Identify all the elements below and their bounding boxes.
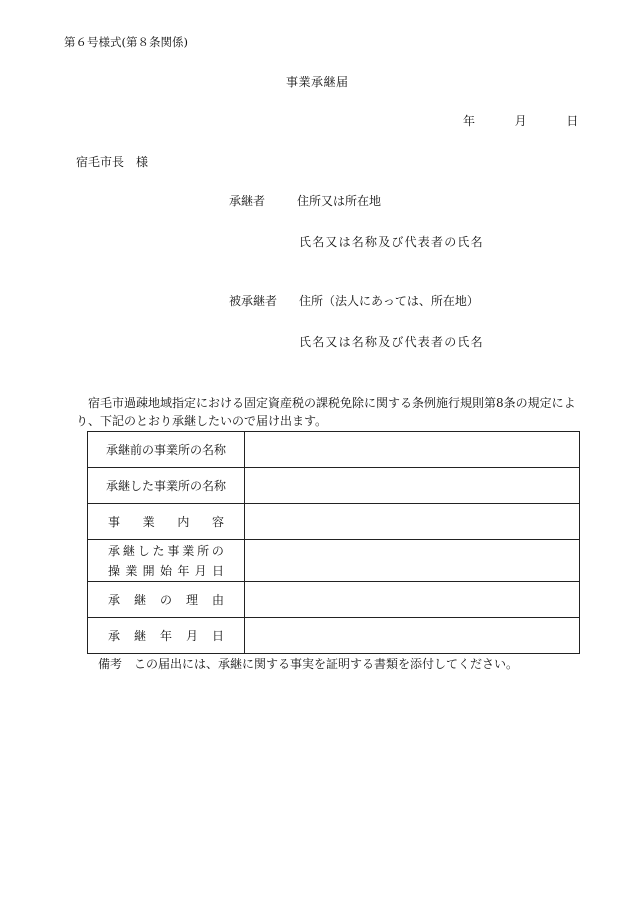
row-label-business-content: 事 業 内 容 bbox=[88, 504, 245, 540]
table-row bbox=[88, 540, 580, 582]
date-year-label: 年 bbox=[463, 114, 476, 128]
row-label-succeeded-office-name: 承継した事業所の名称 bbox=[88, 468, 245, 504]
document-title: 事業承継届 bbox=[286, 75, 349, 89]
remarks-text: この届出には、承継に関する事実を証明する書類を添付してください。 bbox=[134, 657, 519, 671]
succession-info-table bbox=[87, 431, 580, 654]
body-paragraph bbox=[76, 394, 580, 430]
row-label-succession-reason: 承 継 の 理 由 bbox=[88, 582, 245, 618]
value-succession-date[interactable] bbox=[245, 618, 580, 654]
successor-address-label: 住所又は所在地 bbox=[297, 194, 382, 208]
row-label-succession-date: 承 継 年 月 日 bbox=[88, 618, 245, 654]
row-label-previous-office-name: 承継前の事業所の名称 bbox=[88, 432, 245, 468]
value-previous-office-name[interactable] bbox=[245, 432, 580, 468]
addressee: 宿毛市長 様 bbox=[76, 155, 149, 169]
date-line bbox=[463, 113, 578, 129]
successor-label: 承継者 bbox=[229, 194, 266, 208]
date-day-label: 日 bbox=[566, 114, 579, 128]
table-row bbox=[88, 582, 580, 618]
value-succeeded-office-name[interactable] bbox=[245, 468, 580, 504]
predecessor-name-label: 氏名又は名称及び代表者の氏名 bbox=[299, 335, 484, 349]
predecessor-address-label: 住所（法人にあっては、所在地） bbox=[299, 294, 479, 308]
remarks-heading: 備考 bbox=[98, 657, 123, 671]
predecessor-label: 被承継者 bbox=[229, 294, 278, 308]
value-business-content[interactable] bbox=[245, 504, 580, 540]
body-line-1: 宿毛市過疎地域指定における固定資産税の課税免除に関する条例施行規則第8条の規定によ bbox=[88, 396, 576, 410]
value-succession-reason[interactable] bbox=[245, 582, 580, 618]
date-month-label: 月 bbox=[514, 114, 527, 128]
row-label-operation-start-date: 承 継 し た 事 業 所 の 操 業 開 始 年 月 日 bbox=[88, 540, 245, 582]
table-row bbox=[88, 618, 580, 654]
body-line-2: り、下記のとおり承継したいので届け出ます。 bbox=[76, 414, 328, 428]
remarks-note bbox=[98, 656, 518, 672]
form-number: 第６号様式(第８条関係) bbox=[64, 35, 188, 49]
table-row bbox=[88, 432, 580, 468]
value-operation-start-date[interactable] bbox=[245, 540, 580, 582]
table-row bbox=[88, 468, 580, 504]
successor-name-label: 氏名又は名称及び代表者の氏名 bbox=[299, 235, 484, 249]
table-row bbox=[88, 504, 580, 540]
